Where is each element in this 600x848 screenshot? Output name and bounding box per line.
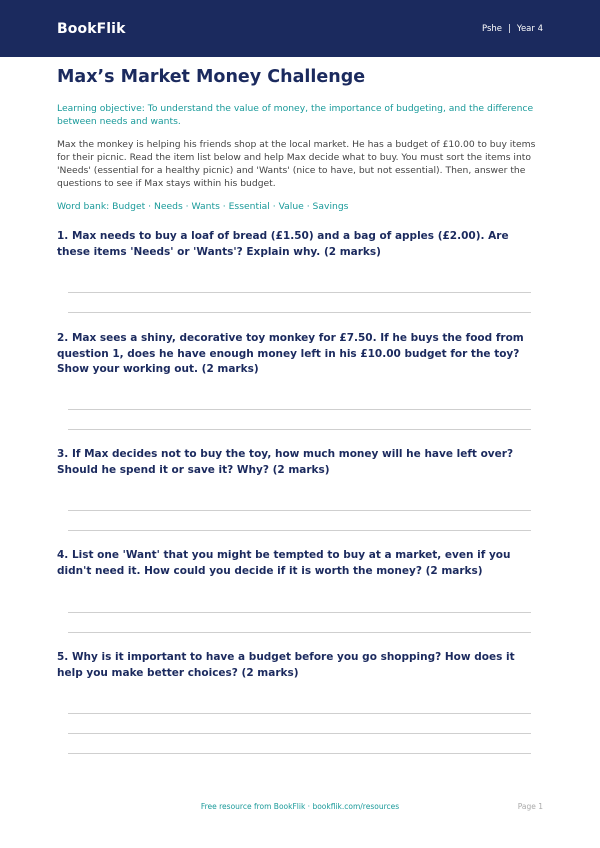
answer-line[interactable] [68,429,531,430]
page-header [0,0,600,57]
answer-line[interactable] [68,312,531,313]
answer-line[interactable] [68,409,531,410]
worksheet-title: Max’s Market Money Challenge [57,67,366,87]
brand-logo: BookFlik [57,20,126,37]
page-footer [0,802,600,814]
answer-line[interactable] [68,292,531,293]
year-label: Year 4 [516,23,543,34]
answer-line[interactable] [68,530,531,531]
question-5: 5. Why is it important to have a budget before you go shopping? How does it help you make better choices? (2 marks) [57,651,515,679]
question-4: 4. List one 'Want' that you might be tempted to buy at a market, even if you didn't need it. How could you decide if it is worth the money? (2 marks) [57,549,511,577]
question-2: 2. Max sees a shiny, decorative toy monkey for £7.50. If he buys the food from question 1, does he have enough money left in his £10.00 budget for the toy? Show your working out. (2 marks) [57,332,524,375]
meta-separator: | [508,23,511,34]
header-meta [482,24,543,34]
answer-line[interactable] [68,753,531,754]
subject-label: Pshe [481,23,503,34]
answer-line[interactable] [68,612,531,613]
answer-line[interactable] [68,713,531,714]
question-1: 1. Max needs to buy a loaf of bread (£1.50) and a bag of apples (£2.00). Are these items 'Needs' or 'Wants'? Explain why. (2 marks) [57,230,509,258]
question-3: 3. If Max decides not to buy the toy, how much money will he have left over? Should he spend it or save it? Why? (2 marks) [57,448,514,476]
worksheet-intro [57,66,543,213]
answer-line[interactable] [68,632,531,633]
answer-line[interactable] [68,510,531,511]
footer-text: Free resource from BookFlik · bookflik.com/resources [200,802,400,811]
answer-line[interactable] [68,733,531,734]
intro-paragraph: Max the monkey is helping his friends shop at the local market. He has a budget of £10.00 to buy items for their picnic. Read the item list below and help Max decide what to buy. You must sort the items into 'Needs' (essential for a healthy picnic) and 'Wants' (nice to have, but not essential). Then, answer the questions to see if Max stays within his budget. [57,139,536,189]
learning-objective: Learning objective: To understand the value of money, the importance of budgeting, and the difference between needs and wants. [57,103,534,127]
page-number: Page 1 [517,802,543,811]
word-bank: Word bank: Budget · Needs · Wants · Essential · Value · Savings [57,201,349,212]
